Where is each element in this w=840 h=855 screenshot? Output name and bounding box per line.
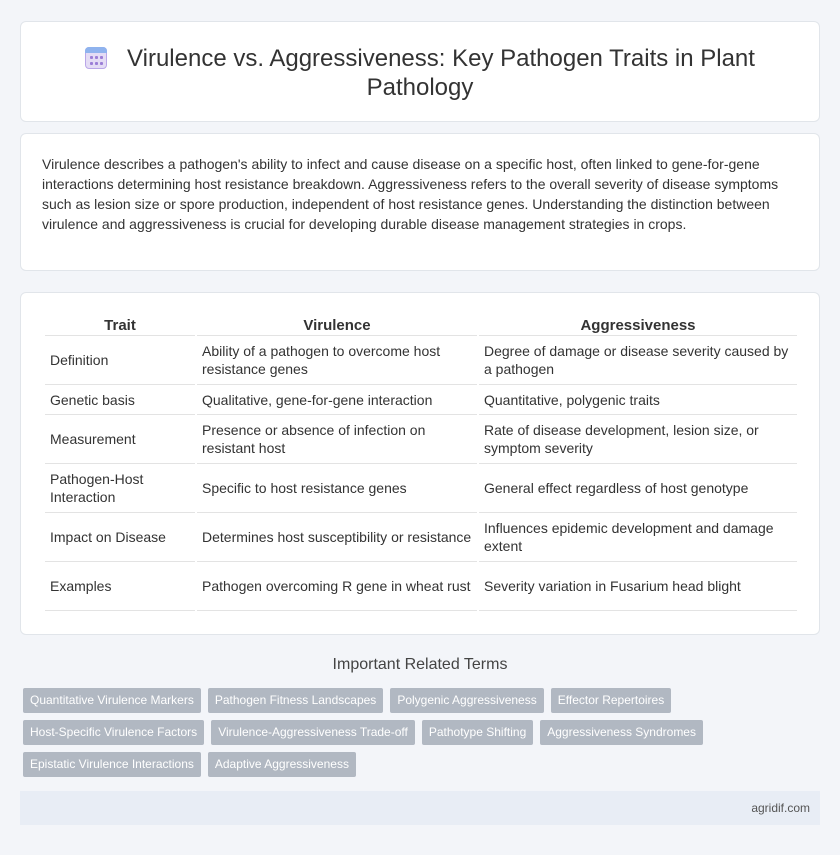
related-term-tag[interactable]: Pathogen Fitness Landscapes <box>208 688 383 713</box>
table-row <box>45 385 797 415</box>
row-aggressiveness: Influences epidemic development and damage extent <box>479 513 797 562</box>
related-term-tag[interactable]: Polygenic Aggressiveness <box>390 688 543 713</box>
row-aggressiveness: Degree of damage or disease severity caused by a pathogen <box>479 336 797 385</box>
page-title: Virulence vs. Aggressiveness: Key Pathogen Traits in Plant Pathology <box>127 45 755 101</box>
related-terms-title: Important Related Terms <box>332 656 508 673</box>
related-term-tag[interactable]: Host-Specific Virulence Factors <box>23 720 204 745</box>
row-virulence: Pathogen overcoming R gene in wheat rust <box>197 562 477 611</box>
row-virulence: Specific to host resistance genes <box>197 464 477 513</box>
row-trait: Examples <box>45 562 195 611</box>
intro-card <box>20 133 820 271</box>
row-aggressiveness: Severity variation in Fusarium head blight <box>479 562 797 611</box>
row-trait: Measurement <box>45 415 195 464</box>
page-title-wrap <box>21 44 819 102</box>
table-header-row <box>45 317 797 336</box>
intro-paragraph: Virulence describes a pathogen's ability to infect and cause disease on a specific host, often linked to gene-for-gene interactions determining host resistance breakdown. Aggressiveness refers to the overall severity of disease symptoms such as lesion size or spore production, independent of host resistance genes. Understanding the distinction between virulence and aggressiveness is crucial for developing durable disease management strategies in crops. <box>42 156 779 232</box>
comparison-table <box>43 317 799 611</box>
row-trait: Pathogen-Host Interaction <box>45 464 195 513</box>
header-aggressiveness: Aggressiveness <box>479 317 797 336</box>
row-aggressiveness: General effect regardless of host genotype <box>479 464 797 513</box>
header-trait: Trait <box>45 317 195 336</box>
related-term-tag[interactable]: Aggressiveness Syndromes <box>540 720 703 745</box>
row-trait: Genetic basis <box>45 385 195 415</box>
table-row <box>45 562 797 611</box>
footer <box>20 791 820 825</box>
related-term-tag[interactable]: Pathotype Shifting <box>422 720 533 745</box>
row-aggressiveness: Rate of disease development, lesion size, or symptom severity <box>479 415 797 464</box>
header-virulence: Virulence <box>197 317 477 336</box>
title-card <box>20 21 820 122</box>
related-term-tag[interactable]: Adaptive Aggressiveness <box>208 752 356 777</box>
related-term-tag[interactable]: Epistatic Virulence Interactions <box>23 752 201 777</box>
calendar-icon <box>85 47 107 69</box>
comparison-table-card <box>20 292 820 635</box>
related-term-tag[interactable]: Effector Repertoires <box>551 688 672 713</box>
row-trait: Definition <box>45 336 195 385</box>
row-virulence: Presence or absence of infection on resistant host <box>197 415 477 464</box>
related-term-tag[interactable]: Quantitative Virulence Markers <box>23 688 201 713</box>
row-aggressiveness: Quantitative, polygenic traits <box>479 385 797 415</box>
footer-site-link[interactable]: agridif.com <box>751 801 810 815</box>
related-terms-tags <box>23 688 823 784</box>
table-row <box>45 415 797 464</box>
table-row <box>45 513 797 562</box>
row-trait: Impact on Disease <box>45 513 195 562</box>
related-term-tag[interactable]: Virulence-Aggressiveness Trade-off <box>211 720 415 745</box>
row-virulence: Ability of a pathogen to overcome host resistance genes <box>197 336 477 385</box>
row-virulence: Qualitative, gene-for-gene interaction <box>197 385 477 415</box>
table-row <box>45 336 797 385</box>
table-row <box>45 464 797 513</box>
row-virulence: Determines host susceptibility or resistance <box>197 513 477 562</box>
